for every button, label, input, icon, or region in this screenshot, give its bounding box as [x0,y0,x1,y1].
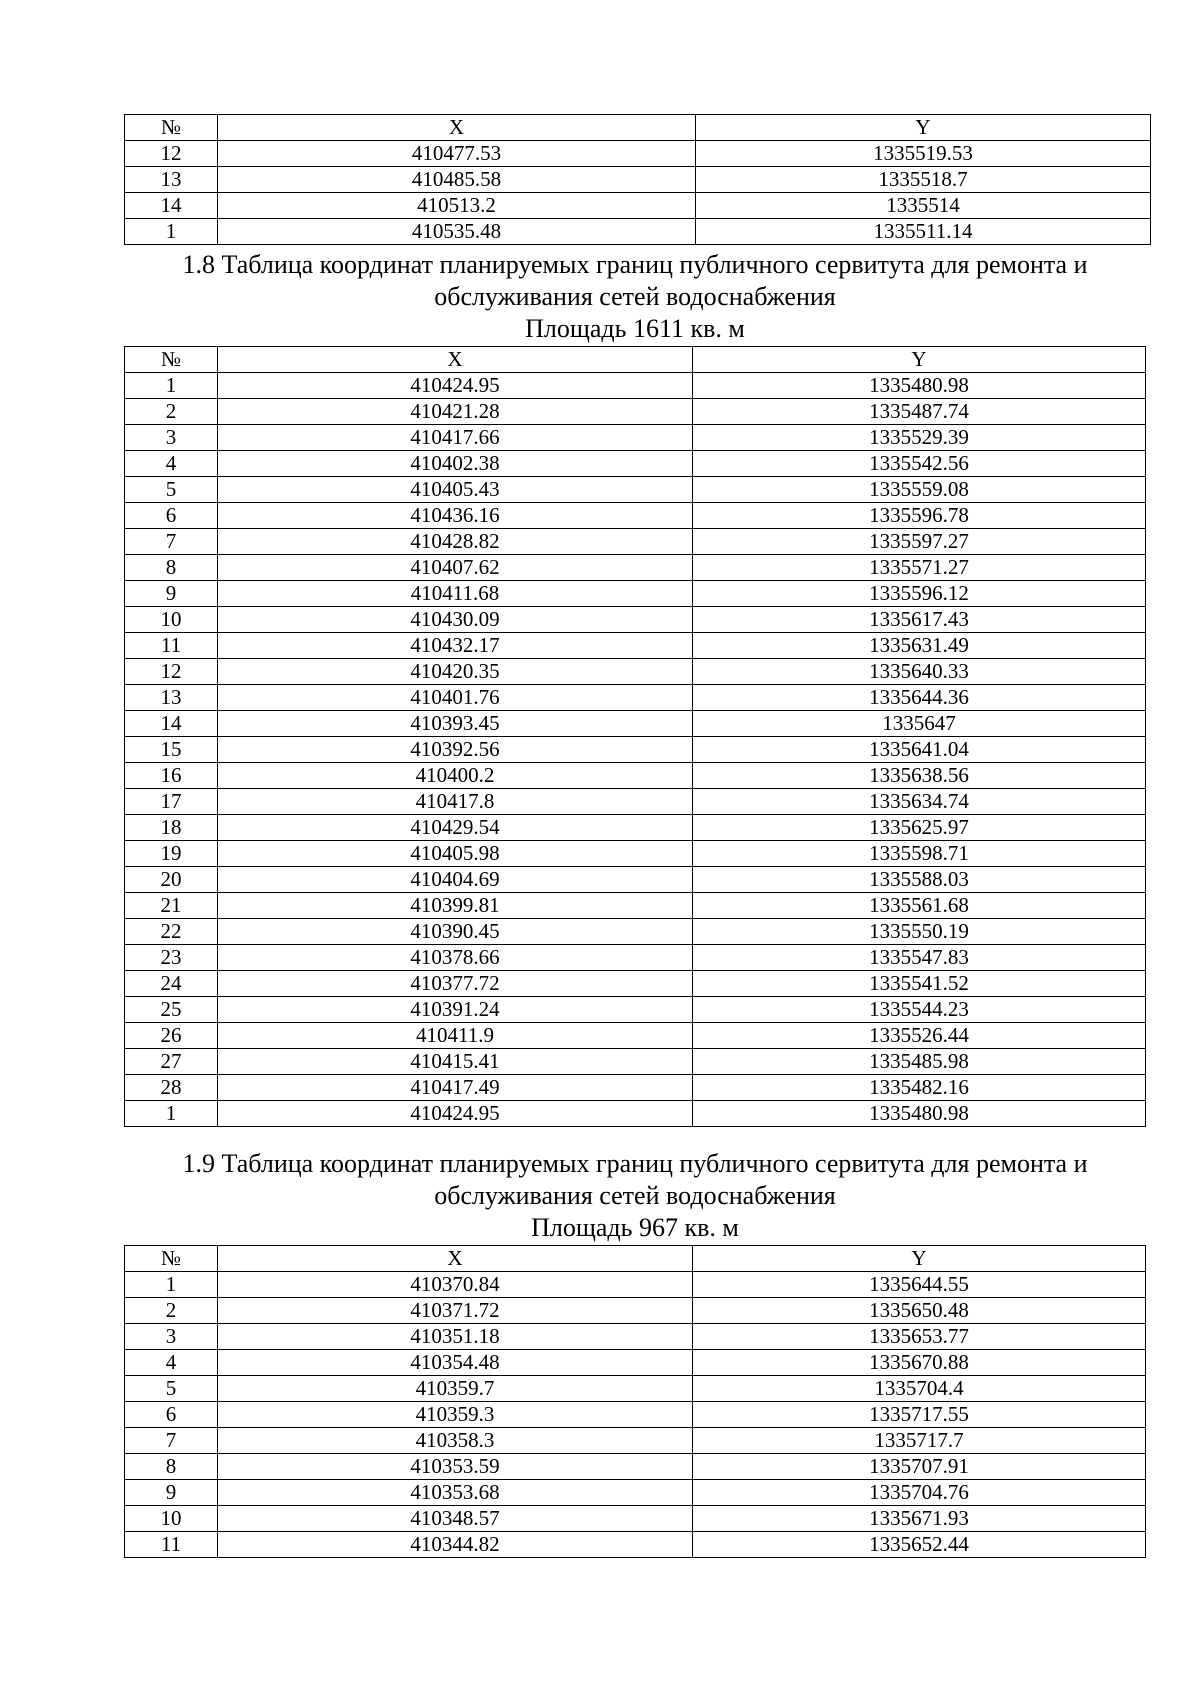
y-coordinate-cell: 1335640.33 [693,659,1146,685]
point-number-cell: 21 [125,893,218,919]
col-number-header: № [125,115,218,141]
table-row [125,659,1146,685]
table-row [125,167,1151,193]
table-row [125,1324,1146,1350]
table-header-row [125,347,1146,373]
table-row [125,1350,1146,1376]
y-coordinate-cell: 1335529.39 [693,425,1146,451]
x-coordinate-cell: 410391.24 [218,997,693,1023]
table-row [125,1480,1146,1506]
point-number-cell: 4 [125,451,218,477]
point-number-cell: 1 [125,373,218,399]
y-coordinate-cell: 1335485.98 [693,1049,1146,1075]
y-coordinate-cell: 1335482.16 [693,1075,1146,1101]
y-coordinate-cell: 1335653.77 [693,1324,1146,1350]
y-coordinate-cell: 1335596.12 [693,581,1146,607]
table-row [125,1075,1146,1101]
col-y-header: Y [693,347,1146,373]
table-row [125,919,1146,945]
table-row [125,1402,1146,1428]
col-y-header: Y [696,115,1151,141]
table-header-row [125,115,1151,141]
table-row [125,815,1146,841]
table-body [125,373,1146,1127]
y-coordinate-cell: 1335625.97 [693,815,1146,841]
x-coordinate-cell: 410370.84 [218,1272,693,1298]
point-number-cell: 4 [125,1350,218,1376]
x-coordinate-cell: 410399.81 [218,893,693,919]
section-title-line1: 1.9 Таблица координат планируемых границ публичного сервитута для ремонта и [182,1149,1088,1178]
section-title-line2: обслуживания сетей водоснабжения [434,1181,836,1210]
section-heading-1-8 [100,249,1170,345]
x-coordinate-cell: 410411.9 [218,1023,693,1049]
x-coordinate-cell: 410432.17 [218,633,693,659]
point-number-cell: 1 [125,1101,218,1127]
y-coordinate-cell: 1335480.98 [693,1101,1146,1127]
x-coordinate-cell: 410485.58 [218,167,696,193]
col-number-header: № [125,347,218,373]
x-coordinate-cell: 410378.66 [218,945,693,971]
y-coordinate-cell: 1335514 [696,193,1151,219]
point-number-cell: 7 [125,529,218,555]
table-row [125,1532,1146,1558]
table-row [125,373,1146,399]
y-coordinate-cell: 1335652.44 [693,1532,1146,1558]
section-title-line1: 1.8 Таблица координат планируемых границ публичного сервитута для ремонта и [182,250,1088,279]
y-coordinate-cell: 1335541.52 [693,971,1146,997]
point-number-cell: 9 [125,581,218,607]
point-number-cell: 16 [125,763,218,789]
point-number-cell: 22 [125,919,218,945]
point-number-cell: 11 [125,1532,218,1558]
y-coordinate-cell: 1335638.56 [693,763,1146,789]
point-number-cell: 2 [125,1298,218,1324]
table-body [125,141,1151,245]
table-row [125,193,1151,219]
y-coordinate-cell: 1335671.93 [693,1506,1146,1532]
point-number-cell: 13 [125,167,218,193]
table-row [125,1023,1146,1049]
x-coordinate-cell: 410354.48 [218,1350,693,1376]
y-coordinate-cell: 1335631.49 [693,633,1146,659]
y-coordinate-cell: 1335617.43 [693,607,1146,633]
point-number-cell: 18 [125,815,218,841]
point-number-cell: 12 [125,141,218,167]
point-number-cell: 8 [125,555,218,581]
y-coordinate-cell: 1335670.88 [693,1350,1146,1376]
point-number-cell: 10 [125,1506,218,1532]
point-number-cell: 1 [125,1272,218,1298]
table-row [125,1376,1146,1402]
section-area: Площадь 1611 кв. м [525,314,745,343]
section-area: Площадь 967 кв. м [531,1213,739,1242]
table-row [125,633,1146,659]
x-coordinate-cell: 410359.7 [218,1376,693,1402]
table-header-row [125,1246,1146,1272]
section-title-line2: обслуживания сетей водоснабжения [434,282,836,311]
point-number-cell: 7 [125,1428,218,1454]
x-coordinate-cell: 410477.53 [218,141,696,167]
y-coordinate-cell: 1335644.55 [693,1272,1146,1298]
y-coordinate-cell: 1335547.83 [693,945,1146,971]
y-coordinate-cell: 1335559.08 [693,477,1146,503]
x-coordinate-cell: 410424.95 [218,373,693,399]
point-number-cell: 2 [125,399,218,425]
x-coordinate-cell: 410377.72 [218,971,693,997]
x-coordinate-cell: 410417.49 [218,1075,693,1101]
y-coordinate-cell: 1335588.03 [693,867,1146,893]
table-row [125,945,1146,971]
x-coordinate-cell: 410353.68 [218,1480,693,1506]
y-coordinate-cell: 1335704.76 [693,1480,1146,1506]
point-number-cell: 28 [125,1075,218,1101]
x-coordinate-cell: 410401.76 [218,685,693,711]
point-number-cell: 6 [125,1402,218,1428]
point-number-cell: 25 [125,997,218,1023]
point-number-cell: 26 [125,1023,218,1049]
x-coordinate-cell: 410421.28 [218,399,693,425]
point-number-cell: 13 [125,685,218,711]
x-coordinate-cell: 410405.43 [218,477,693,503]
y-coordinate-cell: 1335717.7 [693,1428,1146,1454]
y-coordinate-cell: 1335542.56 [693,451,1146,477]
table-row [125,1272,1146,1298]
col-number-header: № [125,1246,218,1272]
point-number-cell: 23 [125,945,218,971]
x-coordinate-cell: 410407.62 [218,555,693,581]
point-number-cell: 8 [125,1454,218,1480]
point-number-cell: 5 [125,477,218,503]
y-coordinate-cell: 1335526.44 [693,1023,1146,1049]
table-row [125,789,1146,815]
x-coordinate-cell: 410358.3 [218,1428,693,1454]
col-x-header: X [218,1246,693,1272]
point-number-cell: 11 [125,633,218,659]
table-row [125,1428,1146,1454]
x-coordinate-cell: 410405.98 [218,841,693,867]
point-number-cell: 14 [125,711,218,737]
point-number-cell: 24 [125,971,218,997]
coordinates-table-1-9 [124,1245,1146,1558]
y-coordinate-cell: 1335518.7 [696,167,1151,193]
x-coordinate-cell: 410430.09 [218,607,693,633]
x-coordinate-cell: 410429.54 [218,815,693,841]
x-coordinate-cell: 410420.35 [218,659,693,685]
table-row [125,841,1146,867]
point-number-cell: 9 [125,1480,218,1506]
point-number-cell: 12 [125,659,218,685]
table-row [125,141,1151,167]
point-number-cell: 27 [125,1049,218,1075]
point-number-cell: 17 [125,789,218,815]
point-number-cell: 10 [125,607,218,633]
y-coordinate-cell: 1335550.19 [693,919,1146,945]
col-y-header: Y [693,1246,1146,1272]
point-number-cell: 1 [125,219,218,245]
y-coordinate-cell: 1335717.55 [693,1402,1146,1428]
x-coordinate-cell: 410535.48 [218,219,696,245]
y-coordinate-cell: 1335704.4 [693,1376,1146,1402]
point-number-cell: 14 [125,193,218,219]
y-coordinate-cell: 1335644.36 [693,685,1146,711]
table-row [125,711,1146,737]
y-coordinate-cell: 1335519.53 [696,141,1151,167]
y-coordinate-cell: 1335511.14 [696,219,1151,245]
y-coordinate-cell: 1335707.91 [693,1454,1146,1480]
table-row [125,477,1146,503]
y-coordinate-cell: 1335650.48 [693,1298,1146,1324]
x-coordinate-cell: 410353.59 [218,1454,693,1480]
table-body [125,1272,1146,1558]
y-coordinate-cell: 1335634.74 [693,789,1146,815]
x-coordinate-cell: 410513.2 [218,193,696,219]
x-coordinate-cell: 410428.82 [218,529,693,555]
point-number-cell: 15 [125,737,218,763]
table-row [125,555,1146,581]
point-number-cell: 3 [125,425,218,451]
point-number-cell: 20 [125,867,218,893]
table-row [125,737,1146,763]
point-number-cell: 5 [125,1376,218,1402]
y-coordinate-cell: 1335647 [693,711,1146,737]
table-row [125,893,1146,919]
col-x-header: X [218,115,696,141]
x-coordinate-cell: 410417.66 [218,425,693,451]
table-row [125,425,1146,451]
point-number-cell: 19 [125,841,218,867]
x-coordinate-cell: 410359.3 [218,1402,693,1428]
table-row [125,867,1146,893]
section-heading-1-9 [100,1148,1170,1244]
table-row [125,1101,1146,1127]
table-row [125,503,1146,529]
coordinates-table-continued [124,114,1151,245]
x-coordinate-cell: 410417.8 [218,789,693,815]
x-coordinate-cell: 410436.16 [218,503,693,529]
x-coordinate-cell: 410411.68 [218,581,693,607]
x-coordinate-cell: 410348.57 [218,1506,693,1532]
table-row [125,1454,1146,1480]
x-coordinate-cell: 410392.56 [218,737,693,763]
x-coordinate-cell: 410371.72 [218,1298,693,1324]
x-coordinate-cell: 410351.18 [218,1324,693,1350]
y-coordinate-cell: 1335641.04 [693,737,1146,763]
table-row [125,1506,1146,1532]
y-coordinate-cell: 1335596.78 [693,503,1146,529]
table-row [125,1049,1146,1075]
table-row [125,581,1146,607]
y-coordinate-cell: 1335571.27 [693,555,1146,581]
table-row [125,607,1146,633]
table-row [125,685,1146,711]
table-row [125,763,1146,789]
x-coordinate-cell: 410393.45 [218,711,693,737]
x-coordinate-cell: 410415.41 [218,1049,693,1075]
x-coordinate-cell: 410402.38 [218,451,693,477]
table-row [125,529,1146,555]
x-coordinate-cell: 410390.45 [218,919,693,945]
table-row [125,997,1146,1023]
y-coordinate-cell: 1335544.23 [693,997,1146,1023]
y-coordinate-cell: 1335480.98 [693,373,1146,399]
y-coordinate-cell: 1335561.68 [693,893,1146,919]
table-row [125,971,1146,997]
table-row [125,451,1146,477]
y-coordinate-cell: 1335598.71 [693,841,1146,867]
col-x-header: X [218,347,693,373]
table-row [125,1298,1146,1324]
x-coordinate-cell: 410424.95 [218,1101,693,1127]
point-number-cell: 6 [125,503,218,529]
x-coordinate-cell: 410344.82 [218,1532,693,1558]
point-number-cell: 3 [125,1324,218,1350]
y-coordinate-cell: 1335487.74 [693,399,1146,425]
table-row [125,219,1151,245]
x-coordinate-cell: 410404.69 [218,867,693,893]
coordinates-table-1-8 [124,346,1146,1127]
y-coordinate-cell: 1335597.27 [693,529,1146,555]
x-coordinate-cell: 410400.2 [218,763,693,789]
table-row [125,399,1146,425]
